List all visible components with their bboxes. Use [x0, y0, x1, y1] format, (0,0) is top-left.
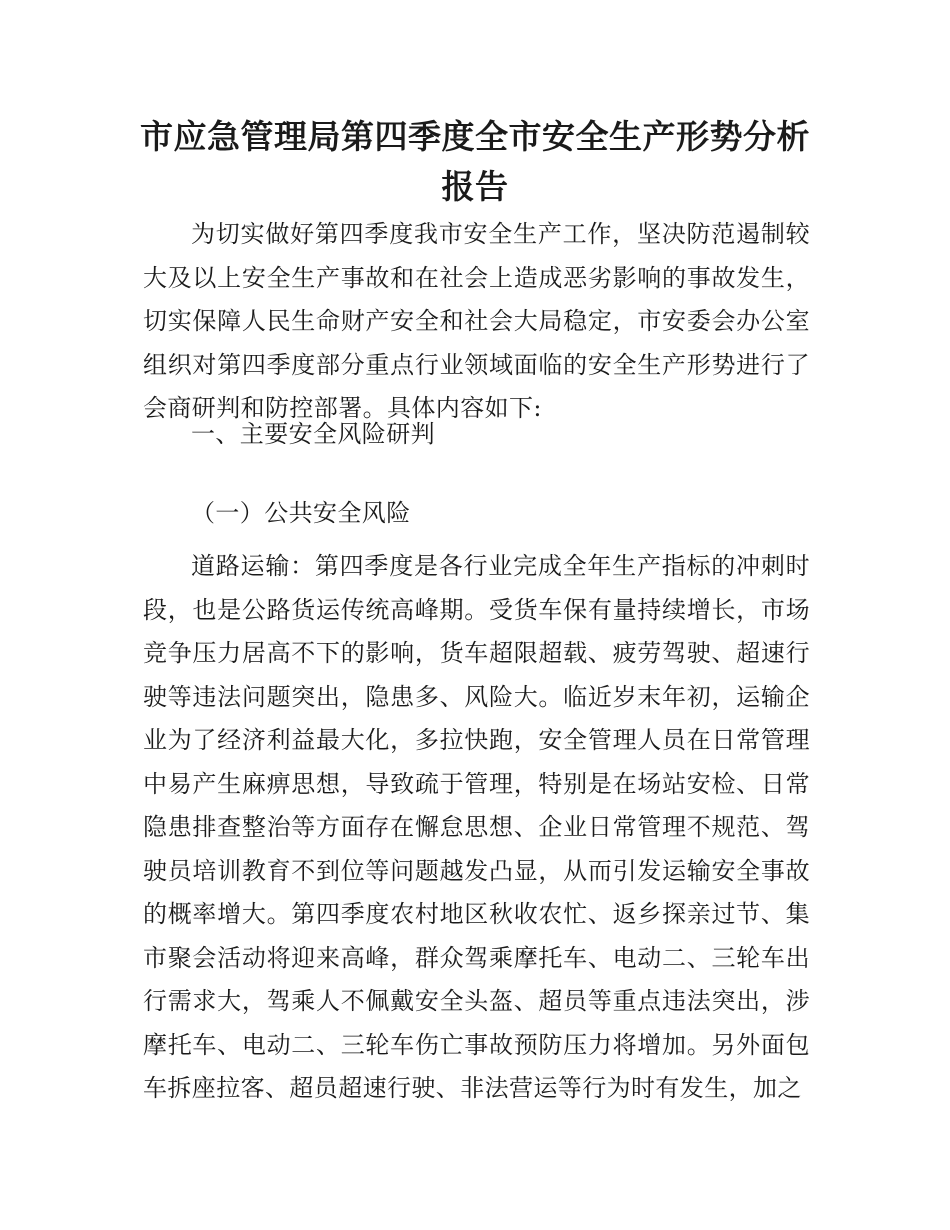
subsection-heading-1-1: （一）公共安全风险	[191, 499, 411, 527]
intro-text: 为切实做好第四季度我市安全生产工作，坚决防范遏制较大及以上安全生产事故和在社会上造成恶劣影响的事故发生，切实保障人民生命财产安全和社会大局稳定，市安委会办公室组织对第四季度部分重点行业领域面临的安全生产形势进行了会商研判和防控部署。具体内容如下:	[143, 220, 810, 422]
road-transport-text: 道路运输：第四季度是各行业完成全年生产指标的冲刺时段，也是公路货运传统高峰期。受货车保有量持续增长，市场竞争压力居高不下的影响，货车超限超载、疲劳驾驶、超速行驶等违法问题突出，隐患多、风险大。临近岁末年初，运输企业为了经济利益最大化，多拉快跑，安全管理人员在日常管理中易产生麻痹思想，导致疏于管理，特别是在场站安检、日常隐患排查整治等方面存在懈怠思想、企业日常管理不规范、驾驶员培训教育不到位等问题越发凸显，从而引发运输安全事故的概率增大。第四季度农村地区秋收农忙、返乡探亲过节、集市聚会活动将迎来高峰，群众驾乘摩托车、电动二、三轮车出行需求大，驾乘人不佩戴安全头盔、超员等重点违法突出，涉摩托车、电动二、三轮车伤亡事故预防压力将增加。另外面包车拆座拉客、超员超速行驶、非法营运等行为时有发生，加之	[143, 552, 810, 1102]
intro-paragraph	[143, 213, 810, 431]
road-transport-paragraph	[143, 545, 810, 1111]
document-title: 市应急管理局第四季度全市安全生产形势分析报告	[140, 117, 810, 206]
section-heading-1: 一、主要安全风险研判	[191, 420, 435, 448]
